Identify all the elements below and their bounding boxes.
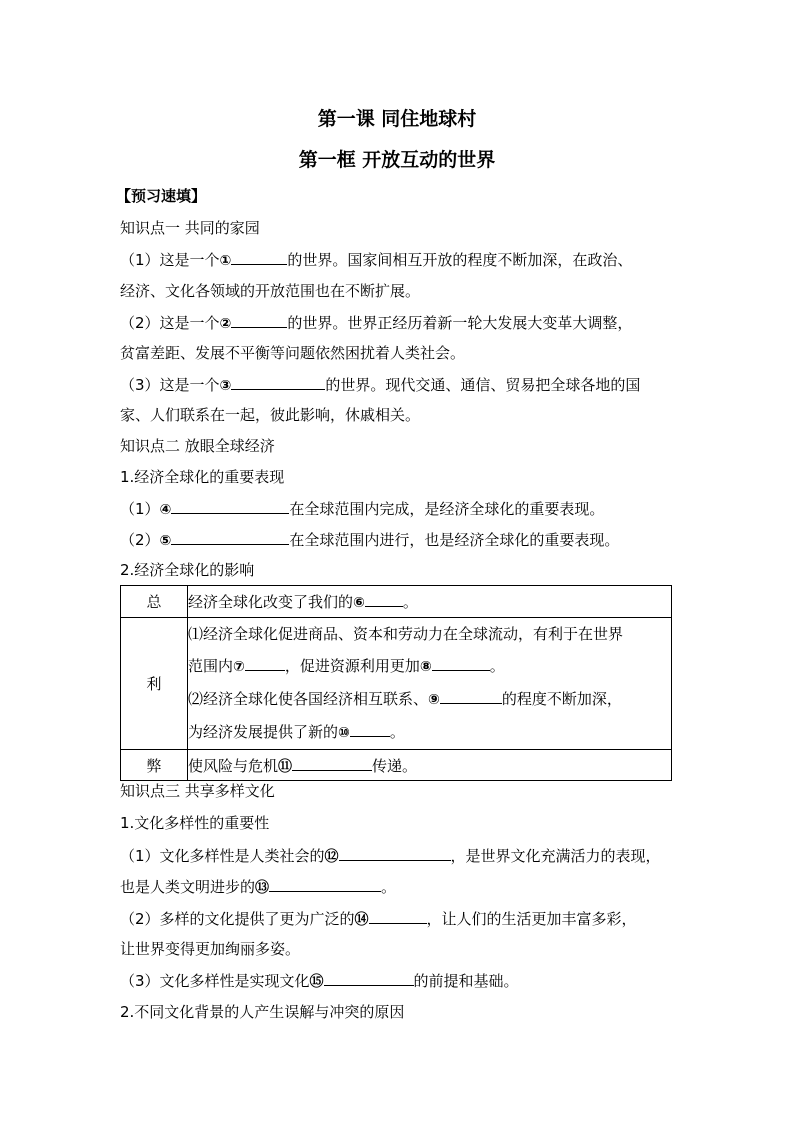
kp2-sub2: 2.经济全球化的影响	[120, 561, 255, 579]
table-row	[121, 586, 672, 618]
kp1-item2	[120, 312, 632, 334]
section-title: 第一框 开放互动的世界	[298, 149, 496, 171]
fill-blank[interactable]	[231, 249, 287, 265]
fill-blank[interactable]	[369, 908, 427, 924]
kp3-item1	[120, 845, 661, 867]
fill-blank[interactable]	[365, 591, 403, 607]
kp2-sub1: 1.经济全球化的重要表现	[120, 468, 285, 486]
text: 范围内	[188, 657, 234, 675]
blank-number: ⑫	[324, 849, 339, 865]
text: （1）这是一个	[120, 251, 220, 269]
blank-number: ⑬	[255, 880, 270, 896]
kp2-item2	[120, 529, 619, 551]
text: 使风险与危机	[188, 756, 279, 775]
kp1-item3-line2: 家、人们联系在一起，彼此影响，休戚相关。	[120, 406, 421, 424]
kp1-item1-line2: 经济、文化各领域的开放范围也在不断扩展。	[120, 282, 421, 300]
text: （2）多样的文化提供了更为广泛的	[120, 910, 355, 928]
blank-number: ⑦	[233, 659, 245, 675]
row-head-overall: 总	[121, 586, 188, 618]
text: 的世界。世界正经历着新一轮大发展大变革大调整，	[287, 314, 633, 332]
fill-blank[interactable]	[350, 721, 390, 737]
fill-blank[interactable]	[269, 876, 381, 892]
row-head-drawback: 弊	[121, 750, 188, 781]
kp1-item1	[120, 249, 632, 271]
kp1-item2-line2: 贫富差距、发展不平衡等问题依然困扰着人类社会。	[120, 344, 466, 362]
blank-number: ④	[159, 502, 172, 518]
blank-number: ⑪	[278, 758, 293, 775]
text: （1）文化多样性是人类社会的	[120, 847, 325, 865]
blank-number: ②	[219, 316, 232, 332]
kp2-item1	[120, 498, 604, 520]
text: 的世界。国家间相互开放的程度不断加深，在政治、	[287, 251, 633, 269]
text: 。	[389, 723, 405, 741]
fill-blank[interactable]	[245, 655, 285, 671]
fill-blank[interactable]	[440, 688, 502, 704]
benefit-line-4	[188, 716, 671, 749]
fill-blank[interactable]	[231, 374, 325, 390]
blank-number: ⑨	[428, 692, 440, 708]
blank-number: ③	[219, 378, 232, 394]
kp3-item2	[120, 908, 637, 930]
text: （2）	[120, 531, 160, 549]
benefit-line-3	[188, 683, 671, 716]
text: 为经济发展提供了新的	[188, 723, 339, 741]
text: （3）文化多样性是实现文化	[120, 972, 310, 990]
table-row	[121, 618, 672, 750]
kp3-sub2: 2.不同文化背景的人产生误解与冲突的原因	[120, 1003, 405, 1021]
text: （2）这是一个	[120, 314, 220, 332]
kp3-item3	[120, 970, 519, 992]
kp1-item3	[120, 374, 640, 396]
benefit-line-1: ⑴经济全球化促进商品、资本和劳动力在全球流动，有利于在世界	[188, 625, 624, 643]
fill-blank[interactable]	[171, 498, 289, 514]
text: 传递。	[372, 756, 418, 775]
text: ⑵经济全球化使各国经济相互联系、	[188, 690, 429, 708]
text: 的世界。现代交通、通信、贸易把全球各地的国	[325, 376, 641, 394]
text: 的程度不断加深，	[501, 690, 622, 708]
table-cell	[188, 618, 672, 750]
blank-number: ⑭	[354, 912, 369, 928]
fill-blank[interactable]	[292, 755, 372, 771]
table-cell	[188, 750, 672, 781]
fill-blank[interactable]	[324, 970, 414, 986]
fill-blank[interactable]	[171, 529, 289, 545]
blank-number: ⑩	[338, 725, 350, 741]
text: ，促进资源利用更加	[284, 657, 420, 675]
blank-number: ⑧	[419, 659, 432, 675]
text: 也是人类文明进步的	[120, 878, 256, 896]
table-cell	[188, 586, 672, 618]
text: 经济全球化改变了我们的	[188, 593, 354, 611]
kp3-sub1: 1.文化多样性的重要性	[120, 814, 270, 832]
impact-table	[120, 585, 672, 781]
lesson-title: 第一课 同住地球村	[317, 108, 477, 130]
blank-number: ⑤	[159, 533, 172, 549]
text: 。	[381, 878, 397, 896]
kp1-heading: 知识点一 共同的家园	[120, 219, 260, 237]
text: 的前提和基础。	[413, 972, 519, 990]
kp3-item2-line2: 让世界变得更加绚丽多姿。	[120, 940, 301, 958]
blank-number: ⑮	[309, 974, 324, 990]
kp2-heading: 知识点二 放眼全球经济	[120, 437, 275, 455]
blank-number: ①	[219, 253, 232, 269]
text: 在全球范围内完成，是经济全球化的重要表现。	[289, 500, 605, 518]
text: 在全球范围内进行，也是经济全球化的重要表现。	[289, 531, 620, 549]
fill-blank[interactable]	[339, 845, 451, 861]
text: 。	[489, 657, 505, 675]
text: （1）	[120, 500, 160, 518]
fill-blank[interactable]	[231, 312, 287, 328]
text: ，让人们的生活更加丰富多彩，	[426, 910, 637, 928]
kp3-heading: 知识点三 共享多样文化	[120, 782, 275, 800]
kp3-item1-line2	[120, 876, 396, 898]
benefit-line-2	[188, 650, 671, 683]
blank-number: ⑥	[353, 595, 365, 611]
section-tag: 【预习速填】	[116, 187, 207, 205]
text: ，是世界文化充满活力的表现，	[450, 847, 661, 865]
row-head-benefit: 利	[121, 618, 188, 750]
text: 。	[402, 593, 418, 611]
table-row	[121, 750, 672, 781]
fill-blank[interactable]	[432, 655, 490, 671]
text: （3）这是一个	[120, 376, 220, 394]
